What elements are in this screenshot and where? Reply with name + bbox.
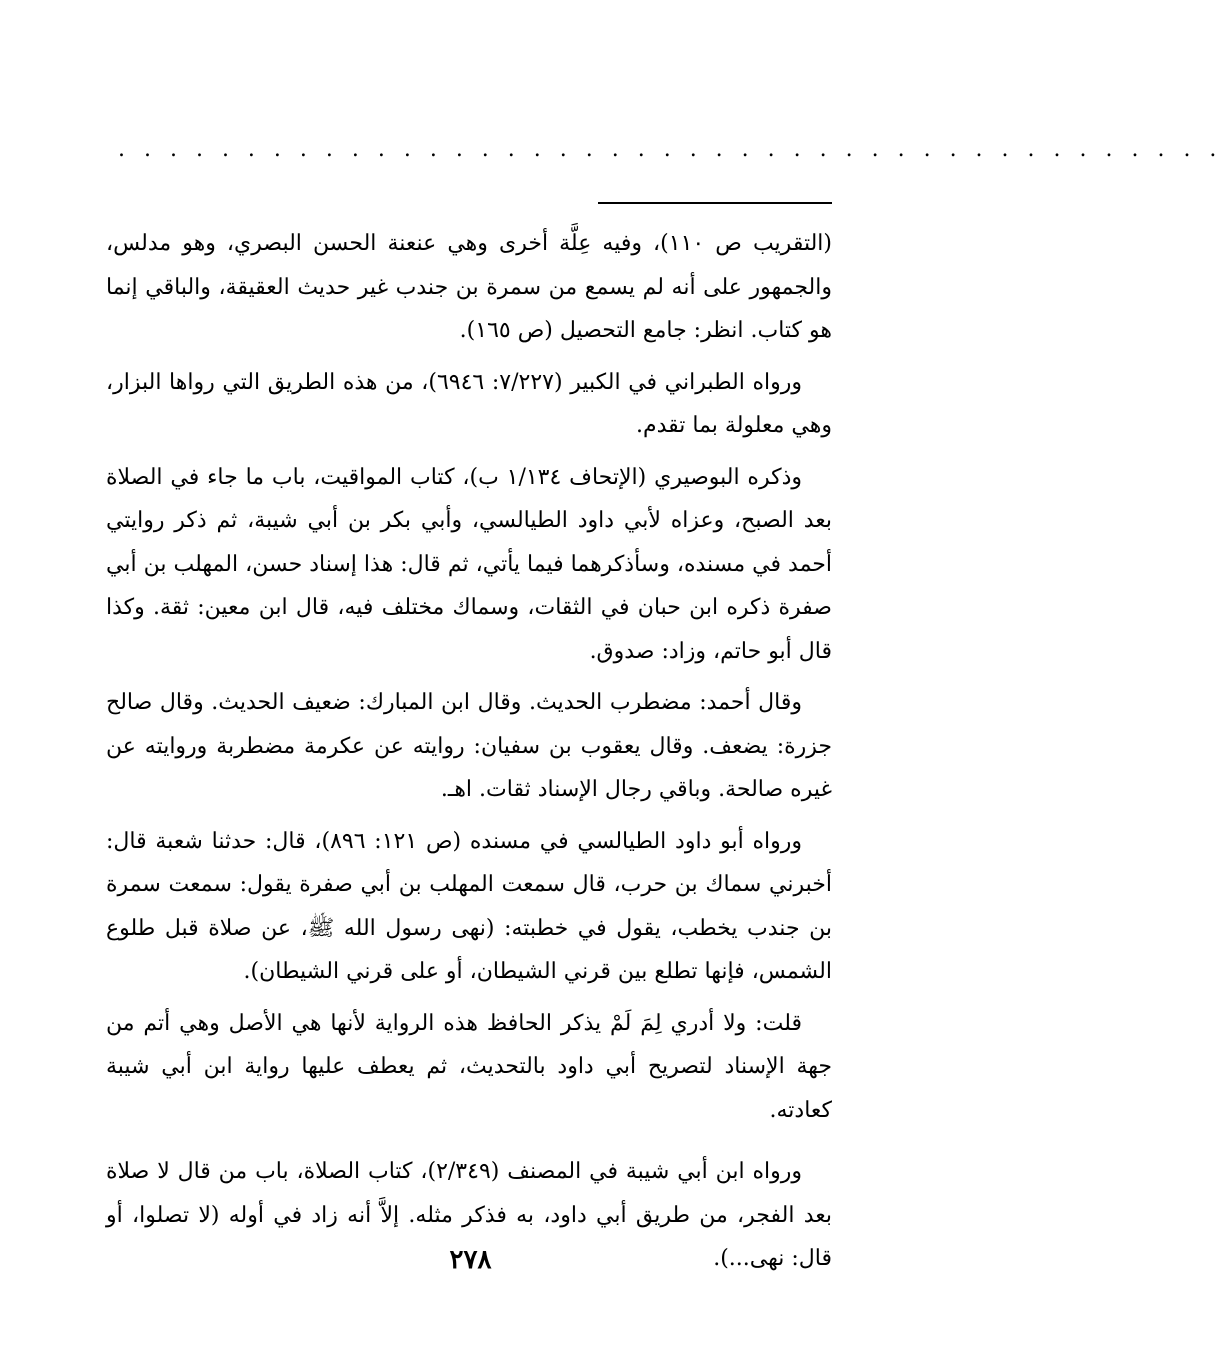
paragraph-1: (التقريب ص ١١٠)، وفيه عِلَّة أخرى وهي عنعنة الحسن البصري، وهو مدلس، والجمهور على أنه لم يسمع من سمرة بن جندب غير حديث العقيقة، والباقي إنما هو كتاب. انظر: جامع التحصيل (ص ١٦٥).	[106, 231, 832, 343]
footnote-rule	[598, 202, 832, 204]
paragraph-5: ورواه أبو داود الطيالسي في مسنده (ص ١٢١: ٨٩٦)، قال: حدثنا شعبة قال: أخبرني سماك بن حرب، قال سمعت المهلب بن أبي صفرة يقول: سمعت سمرة بن جندب يخطب، يقول في خطبته: (نهى رسول الله ﷺ، عن صلاة قبل طلوع الشمس، فإنها تطلع بين قرني الشيطان، أو على قرني الشيطان).	[106, 828, 832, 984]
paragraph-4: وقال أحمد: مضطرب الحديث. وقال ابن المبارك: ضعيف الحديث. وقال صالح جزرة: يضعف. وقال يعقوب بن سفيان: روايته عن عكرمة مضطربة وروايته عن غيره صالحة. وباقي رجال الإسناد ثقات. اهـ.	[106, 690, 832, 802]
page-number: ٢٧٨	[449, 1245, 492, 1275]
paragraph-2: ورواه الطبراني في الكبير (٧/٢٢٧: ٦٩٤٦)، من هذه الطريق التي رواها البزار، وهي معلولة بما تقدم.	[106, 369, 832, 438]
paragraph-7: ورواه ابن أبي شيبة في المصنف (٢/٣٤٩)، كتاب الصلاة، باب من قال لا صلاة بعد الفجر، من طريق أبي داود، به فذكر مثله. إلاَّ أنه زاد في أوله (لا تصلوا، أو قال: نهى...).	[106, 1159, 832, 1271]
page-body	[106, 222, 832, 1281]
paragraph-3: وذكره البوصيري (الإتحاف ١/١٣٤ ب)، كتاب المواقيت، باب ما جاء في الصلاة بعد الصبح، وعزاه لأبي داود الطيالسي، وأبي بكر بن أبي شيبة، ثم ذكر روايتي أحمد في مسنده، وسأذكرهما فيما يأتي، ثم قال: هذا إسناد حسن، المهلب بن أبي صفرة ذكره ابن حبان في الثقات، وسماك مختلف فيه، قال ابن معين: ثقة. وكذا قال أبو حاتم، وزاد: صدوق.	[106, 464, 832, 664]
paragraph-6: قلت: ولا أدري لِمَ لَمْ يذكر الحافظ هذه الرواية لأنها هي الأصل وهي أتم من جهة الإسناد لتصريح أبي داود بالتحديث، ثم يعطف عليها رواية ابن أبي شيبة كعادته.	[106, 1010, 832, 1123]
separator-dots: . . . . . . . . . . . . . . . . . . . . . . . . . . . . . . . . . . . . . . . . . . .	[118, 137, 1222, 162]
